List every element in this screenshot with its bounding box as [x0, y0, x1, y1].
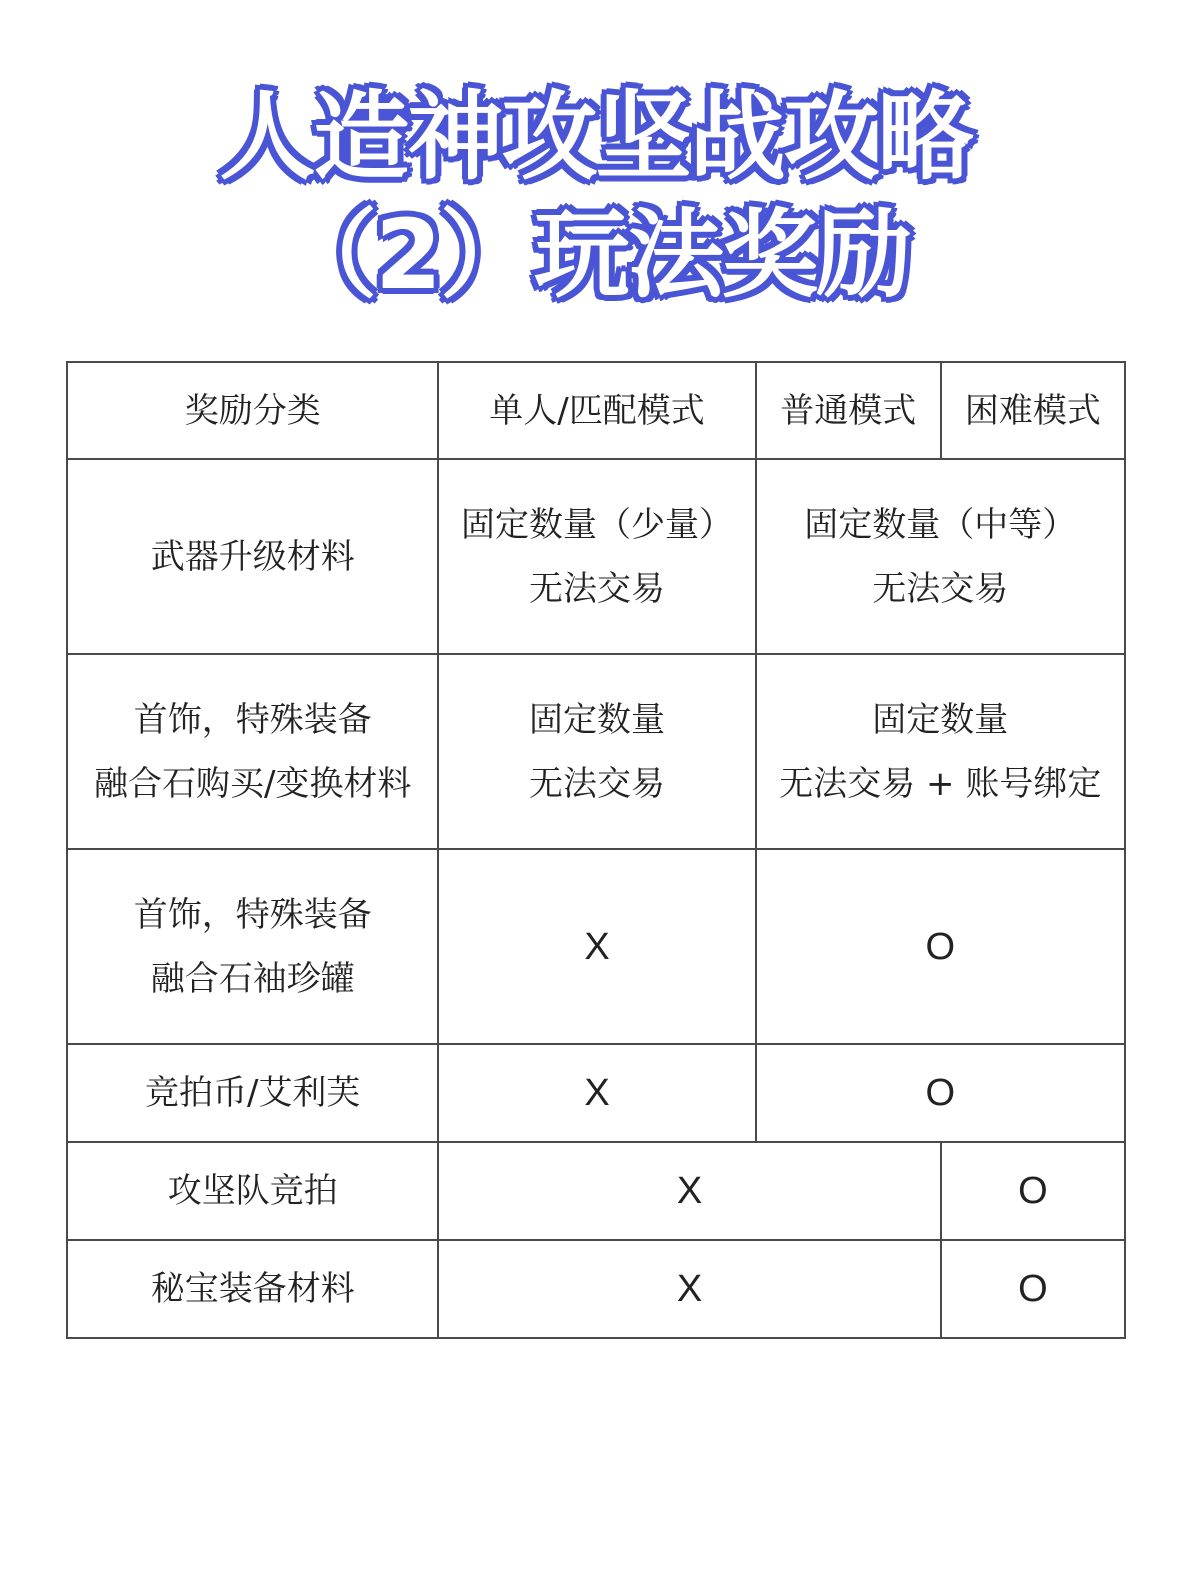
- row-solo-normal-value: X: [438, 1240, 940, 1338]
- table-row: [67, 849, 1125, 1044]
- rewards-table: [66, 361, 1126, 1339]
- table-header-row: [67, 362, 1125, 459]
- row-hard-value: O: [941, 1240, 1125, 1338]
- row-category: 首饰，特殊装备 融合石袖珍罐: [67, 849, 438, 1044]
- row-normal-hard-value: 固定数量（中等） 无法交易: [756, 459, 1125, 654]
- title-line-2: （2）玩法奖励: [281, 199, 910, 311]
- table-row: [67, 1142, 1125, 1240]
- table-row: [67, 654, 1125, 849]
- table-row: [67, 1044, 1125, 1142]
- row-normal-hard-value: O: [756, 1044, 1125, 1142]
- page-title: [0, 78, 1191, 314]
- row-category: 竞拍币/艾利芙: [67, 1044, 438, 1142]
- row-normal-hard-value: O: [756, 849, 1125, 1044]
- header-category: 奖励分类: [67, 362, 438, 459]
- row-category: 武器升级材料: [67, 459, 438, 654]
- header-hard-mode: 困难模式: [941, 362, 1125, 459]
- row-normal-hard-value: 固定数量 无法交易 + 账号绑定: [756, 654, 1125, 849]
- row-category: 秘宝装备材料: [67, 1240, 438, 1338]
- table-row: [67, 459, 1125, 654]
- row-category: 攻坚队竞拍: [67, 1142, 438, 1240]
- table-row: [67, 1240, 1125, 1338]
- row-solo-value: 固定数量（少量） 无法交易: [438, 459, 755, 654]
- row-solo-value: X: [438, 849, 755, 1044]
- row-category: 首饰，特殊装备 融合石购买/变换材料: [67, 654, 438, 849]
- row-solo-value: 固定数量 无法交易: [438, 654, 755, 849]
- header-solo-mode: 单人/匹配模式: [438, 362, 755, 459]
- title-line-1: 人造神攻坚战攻略: [219, 81, 972, 193]
- row-solo-value: X: [438, 1044, 755, 1142]
- row-hard-value: O: [941, 1142, 1125, 1240]
- row-solo-normal-value: X: [438, 1142, 940, 1240]
- header-normal-mode: 普通模式: [756, 362, 941, 459]
